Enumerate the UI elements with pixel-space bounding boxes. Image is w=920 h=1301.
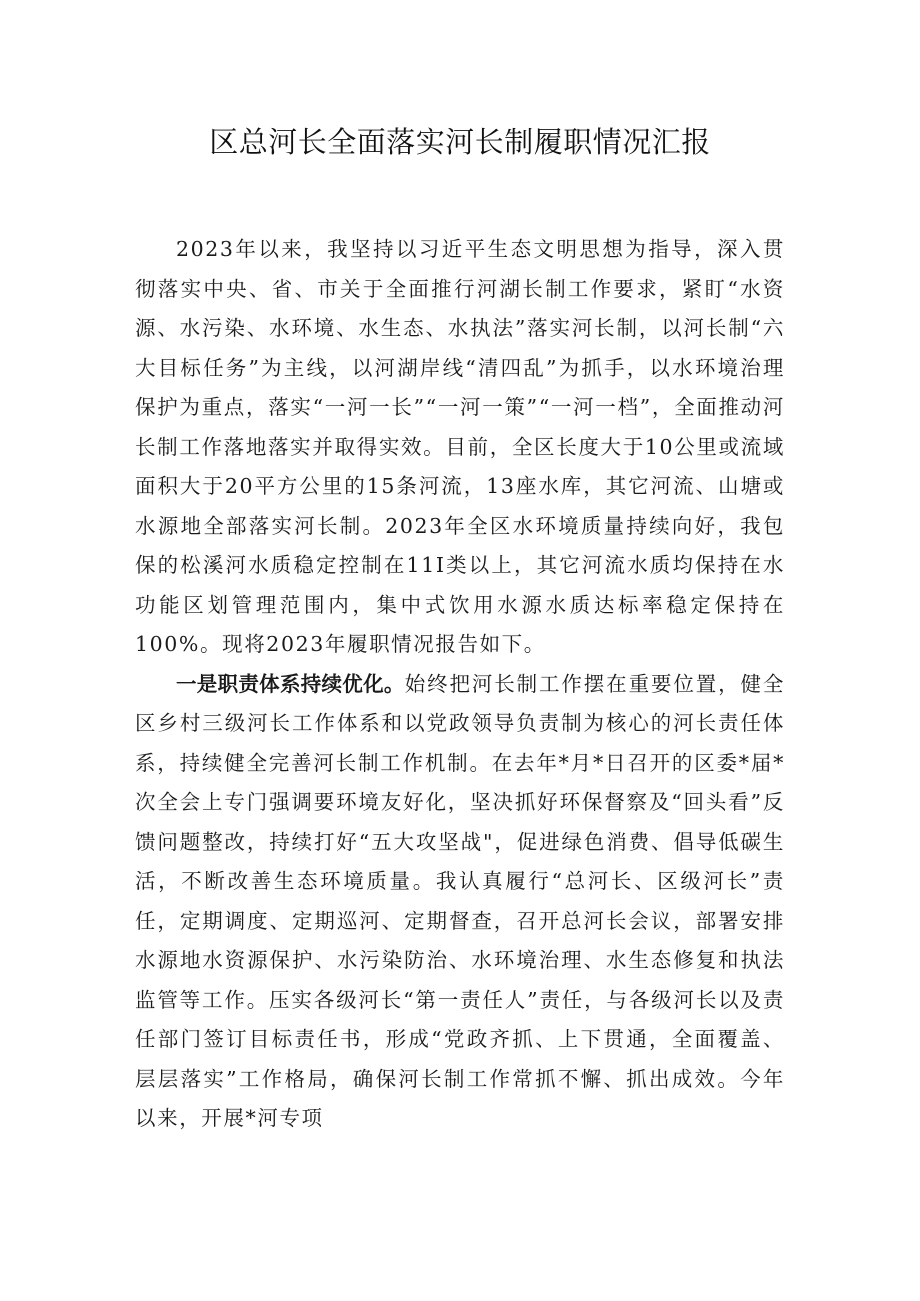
document-body (135, 230, 785, 1139)
paragraph-duty-system-text: 始终把河长制工作摆在重要位置，健全区乡村三级河长工作体系和以党政领导负责制为核心的河长责任体系，持续健全完善河长制工作机制。在去年*月*日召开的区委*届*次全会上专门强调要环境友好化，坚决抓好环保督察及“回头看”反馈问题整改，持续打好“五大攻坚战"，促进绿色消费、倡导低碳生活，不断改善生态环境质量。我认真履行“总河长、区级河长”责任，定期调度、定期巡河、定期督查，召开总河长会议，部署安排水源地水资源保护、水污染防治、水环境治理、水生态修复和执法监管等工作。压实各级河长“第一责任人”责任，与各级河长以及责任部门签订目标责任书，形成“党政齐抓、上下贯通，全面覆盖、层层落实”工作格局，确保河长制工作常抓不懈、抓出成效。今年以来，开展*河专项 (135, 671, 786, 1130)
paragraph-duty-system (135, 665, 785, 1139)
paragraph-intro-text: 2023年以来，我坚持以习近平生态文明思想为指导，深入贯彻落实中央、省、市关于全面推行河湖长制工作要求，紧盯“水资源、水污染、水环境、水生态、水执法”落实河长制，以河长制“六大目标任务”为主线，以河湖岸线“清四乱”为抓手，以水环境治理保护为重点，落实“一河一长”“一河一策”“一河一档”，全面推动河长制工作落地落实并取得实效。目前，全区长度大于10公里或流域面积大于20平方公里的15条河流，13座水库，其它河流、山塘或水源地全部落实河长制。2023年全区水环境质量持续向好，我包保的松溪河水质稳定控制在11I类以上，其它河流水质均保持在水功能区划管理范围内，集中式饮用水源水质达标率稳定保持在100%。现将2023年履职情况报告如下。 (135, 237, 785, 656)
paragraph-lead-heading: 一是职责体系持续优化。 (176, 671, 405, 696)
paragraph-intro (135, 230, 785, 665)
document-title: 区总河长全面落实河长制履职情况汇报 (209, 125, 711, 159)
